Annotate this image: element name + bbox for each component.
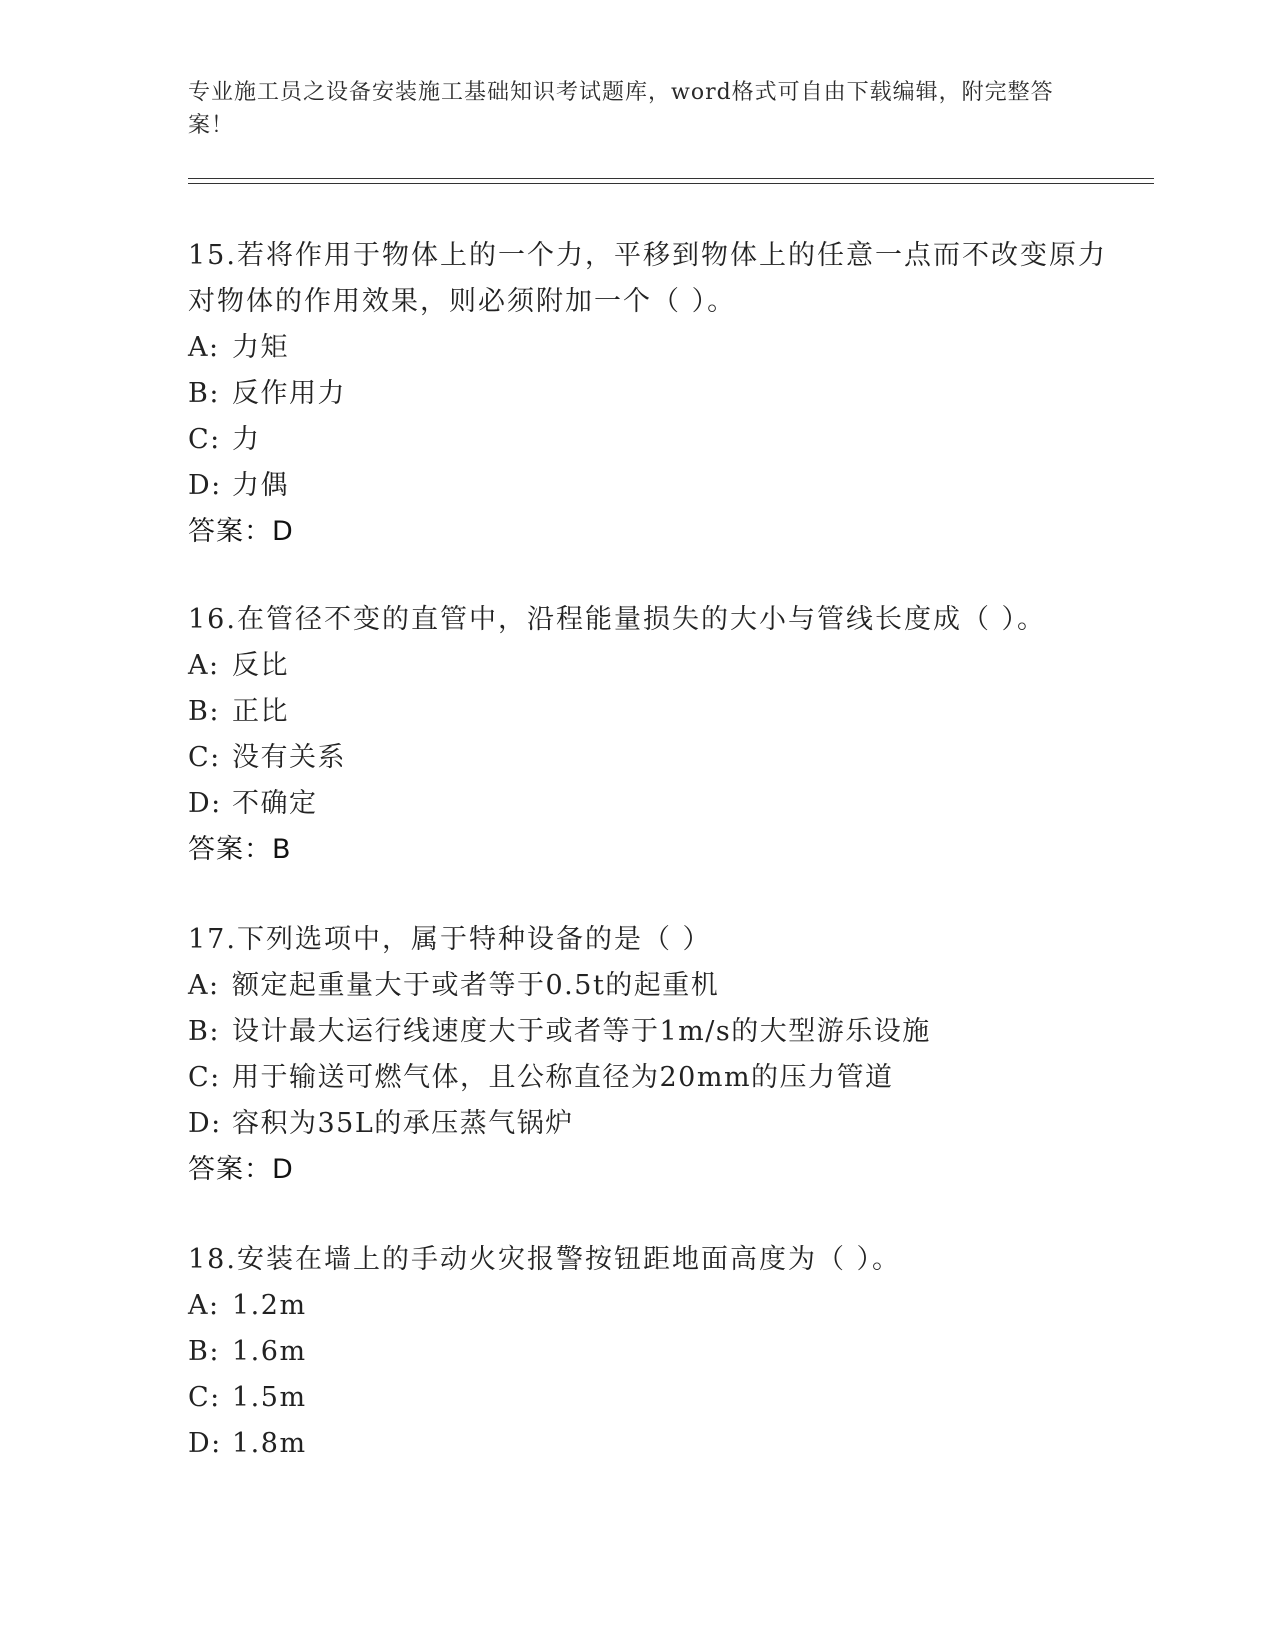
option-b: [188, 689, 1108, 735]
option-letter: D:: [188, 1108, 222, 1139]
option-letter: B:: [188, 1336, 220, 1367]
option-letter: B:: [188, 696, 220, 727]
question-17: [188, 917, 1108, 1193]
option-text: 1.5m: [232, 1382, 307, 1413]
document-header: 专业施工员之设备安装施工基础知识考试题库，word格式可自由下载编辑，附完整答案！: [188, 80, 1054, 138]
option-letter: D:: [188, 1428, 222, 1459]
option-letter: C:: [188, 1062, 221, 1093]
option-text: 力: [232, 424, 261, 455]
option-text: 1.6m: [232, 1336, 307, 1367]
option-text: 不确定: [232, 788, 318, 819]
option-text: 力偶: [232, 470, 289, 501]
option-c: [188, 417, 1108, 463]
option-d: [188, 1101, 1108, 1147]
option-text: 容积为35L的承压蒸气锅炉: [232, 1108, 574, 1139]
answer-line: 答案：B: [188, 834, 292, 865]
option-letter: B:: [188, 378, 220, 409]
answer-line: 答案：D: [188, 516, 294, 547]
option-letter: C:: [188, 742, 221, 773]
question-stem: 16.在管径不变的直管中，沿程能量损失的大小与管线长度成（ ）。: [188, 604, 1047, 635]
option-text: 正比: [232, 696, 289, 727]
answer-line: 答案：D: [188, 1154, 294, 1185]
question-stem: 15.若将作用于物体上的一个力，平移到物体上的任意一点而不改变原力对物体的作用效果，则必须附加一个（ ）。: [188, 240, 1107, 317]
option-c: [188, 735, 1108, 781]
option-text: 没有关系: [232, 742, 346, 773]
option-text: 额定起重量大于或者等于0.5t的起重机: [232, 970, 720, 1001]
option-a: [188, 1283, 1108, 1329]
option-a: [188, 963, 1108, 1009]
option-letter: A:: [188, 1290, 220, 1321]
option-letter: C:: [188, 424, 221, 455]
option-text: 反作用力: [232, 378, 346, 409]
option-letter: A:: [188, 332, 220, 363]
option-b: [188, 371, 1108, 417]
option-b: [188, 1329, 1108, 1375]
header-divider-bottom: [188, 183, 1154, 184]
option-letter: A:: [188, 650, 220, 681]
option-letter: D:: [188, 788, 222, 819]
option-c: [188, 1375, 1108, 1421]
option-letter: B:: [188, 1016, 220, 1047]
option-d: [188, 1421, 1108, 1467]
option-text: 反比: [232, 650, 289, 681]
question-stem: 18.安装在墙上的手动火灾报警按钮距地面高度为（ ）。: [188, 1244, 902, 1275]
option-b: [188, 1009, 1108, 1055]
option-a: [188, 643, 1108, 689]
option-a: [188, 325, 1108, 371]
question-18: [188, 1237, 1108, 1467]
header-divider-top: [188, 178, 1154, 179]
option-d: [188, 463, 1108, 509]
question-15: [188, 233, 1108, 555]
option-text: 用于输送可燃气体，且公称直径为20mm的压力管道: [232, 1062, 894, 1093]
option-text: 设计最大运行线速度大于或者等于1m/s的大型游乐设施: [232, 1016, 931, 1047]
option-letter: A:: [188, 970, 220, 1001]
option-text: 力矩: [232, 332, 289, 363]
option-letter: C:: [188, 1382, 221, 1413]
question-stem: 17.下列选项中，属于特种设备的是（ ）: [188, 924, 712, 955]
option-text: 1.8m: [232, 1428, 307, 1459]
question-16: [188, 597, 1108, 873]
option-text: 1.2m: [232, 1290, 307, 1321]
option-letter: D:: [188, 470, 222, 501]
option-c: [188, 1055, 1108, 1101]
option-d: [188, 781, 1108, 827]
